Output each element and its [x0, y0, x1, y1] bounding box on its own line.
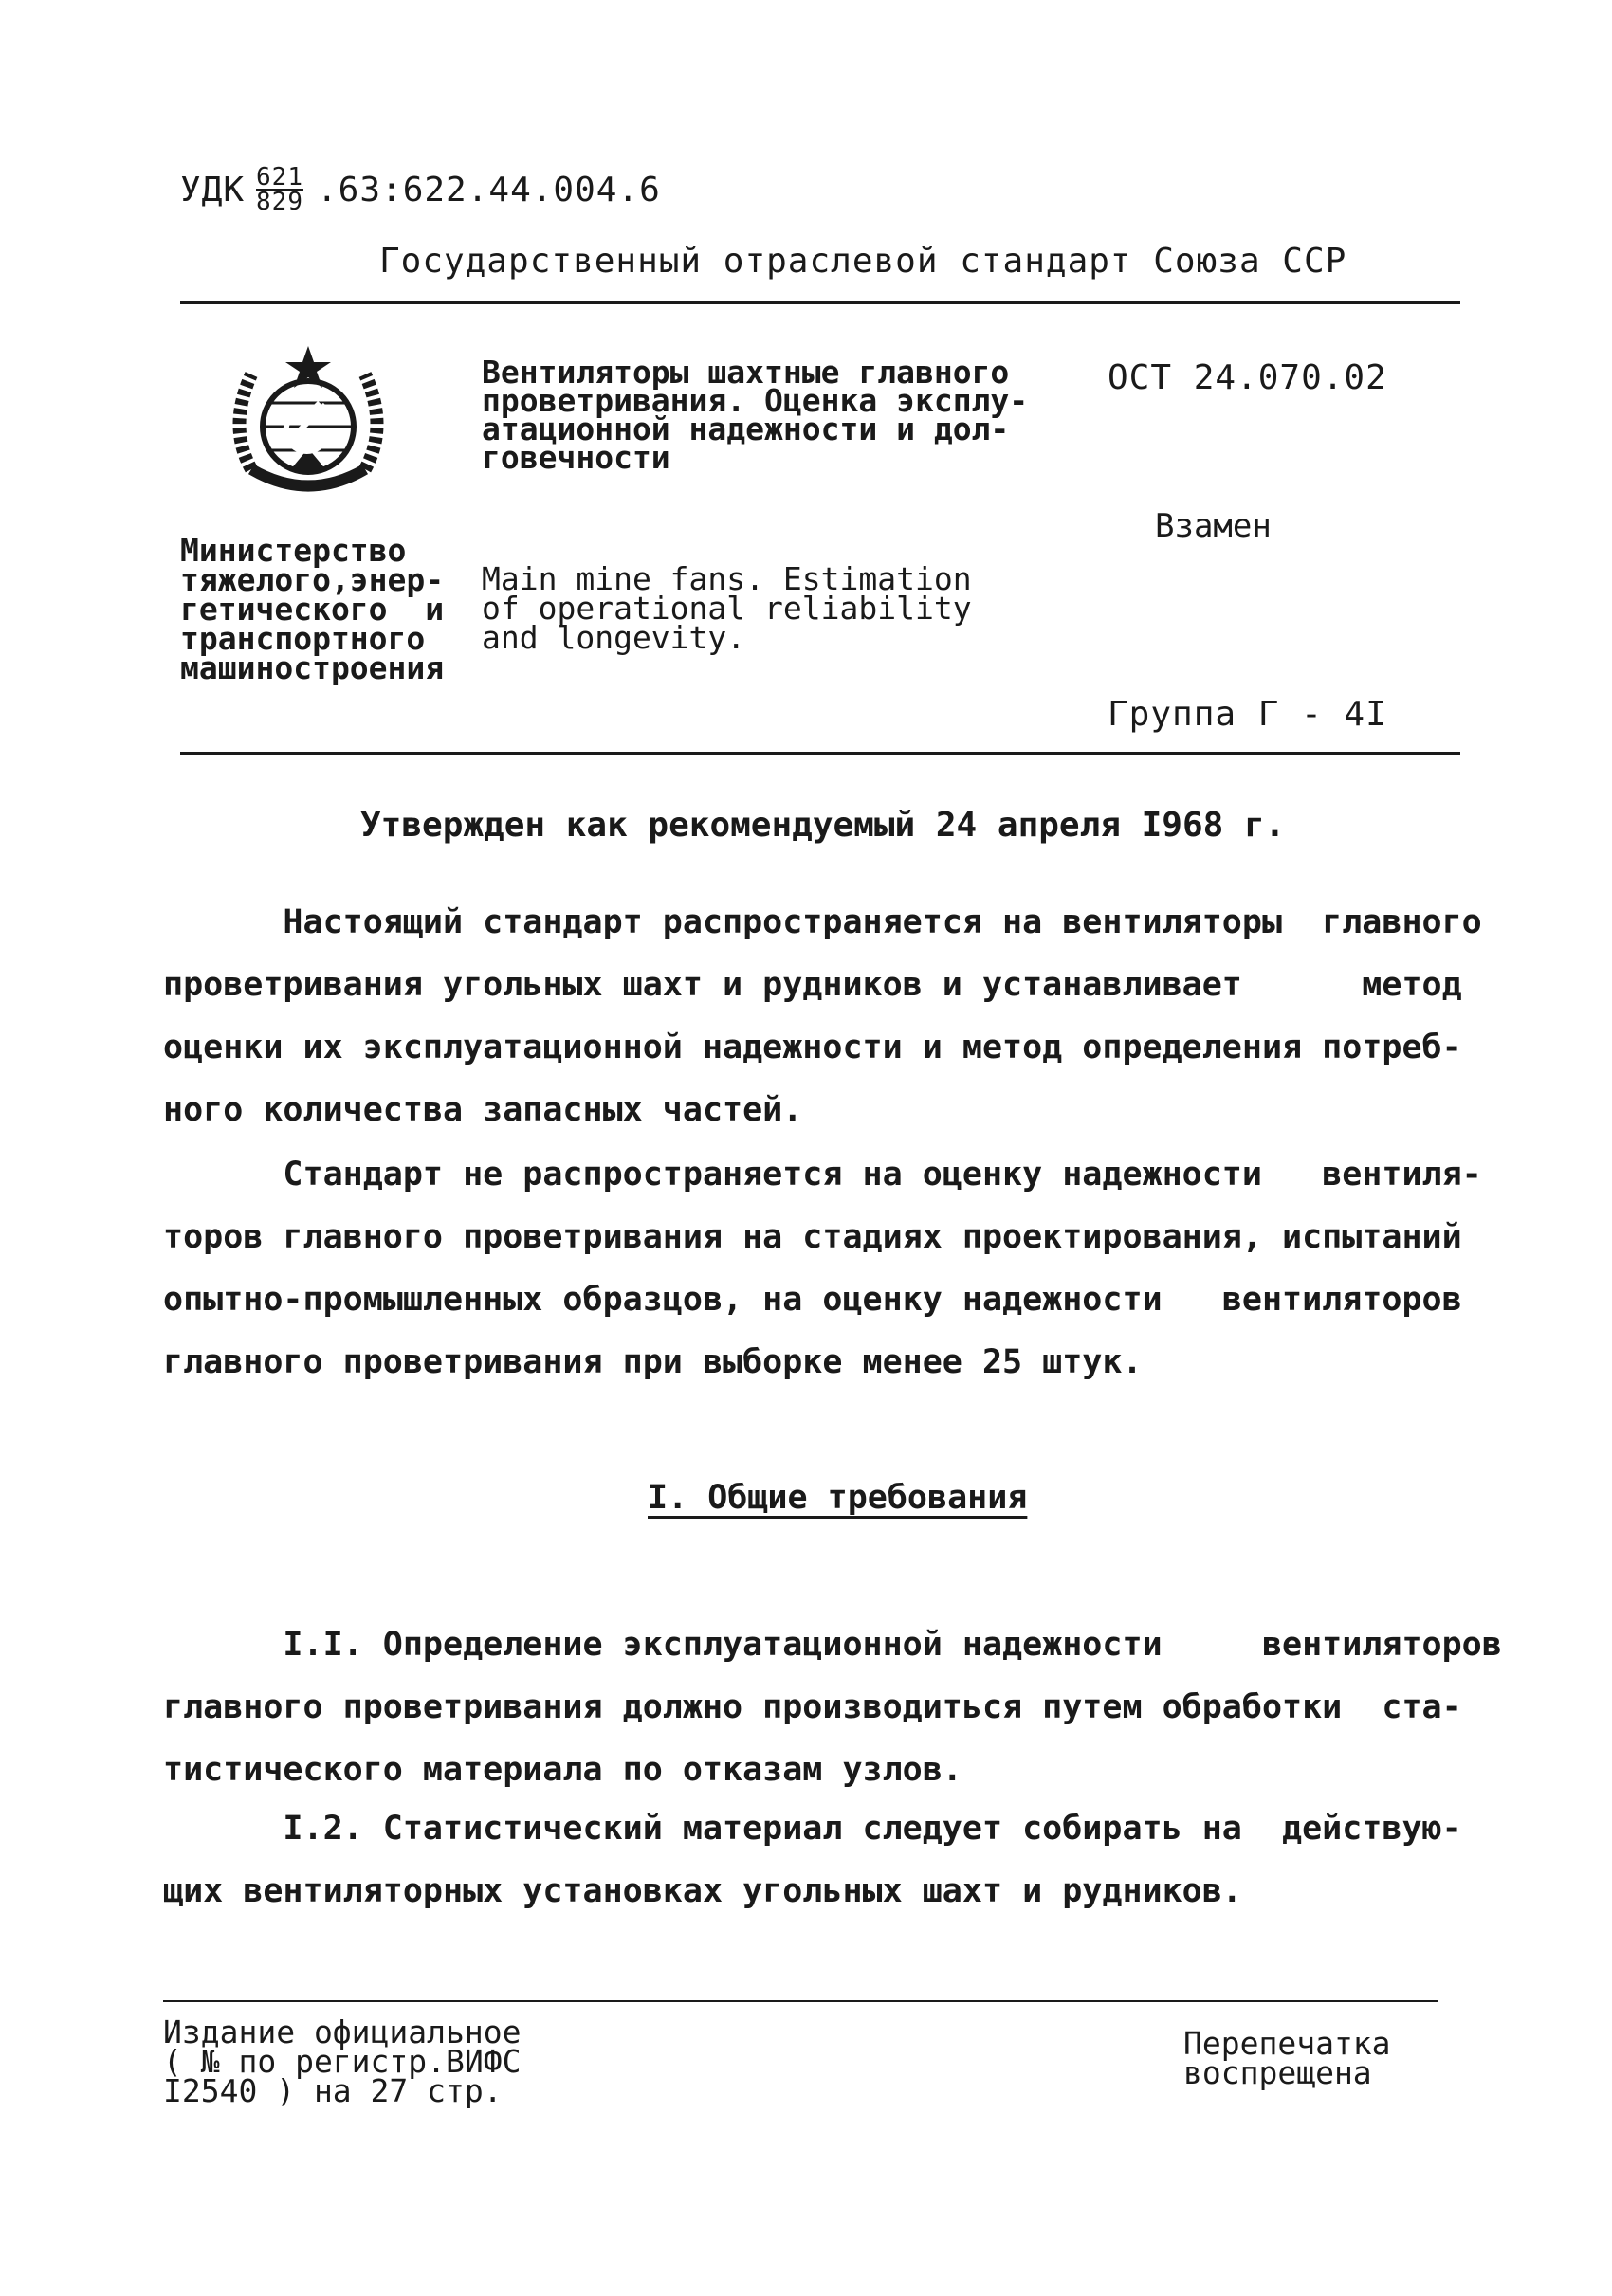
footer-rule — [163, 2000, 1438, 2002]
udk-fraction — [256, 163, 303, 216]
udk-line — [180, 163, 661, 216]
reprint-notice: Перепечатка воспрещена — [1183, 2025, 1391, 2091]
udk-code: .63:622.44.004.6 — [317, 170, 661, 210]
header-bottom-rule — [180, 752, 1460, 755]
section-item-1-1: I.I. Определение эксплуатационной надежности вентиляторов главного проветривания должно производиться путем обработки ста- тистического материала по отказам узлов. — [163, 1626, 1502, 1789]
header-top-rule — [180, 301, 1460, 304]
replaces-label: Взамен — [1155, 507, 1272, 545]
section-title: I. Общие требования — [648, 1479, 1028, 1517]
udk-fraction-bottom: 829 — [256, 188, 303, 216]
group-code: Группа Г - 4I — [1108, 695, 1387, 734]
paragraph-exclusions: Стандарт не распространяется на оценку надежности вентиля- торов главного проветривания на стадиях проектирования, испытаний опытно-промышленных образцов, на оценку надежности вентиляторов главного проветривания при выборке менее 25 штук. — [163, 1156, 1482, 1381]
approval-line: Утвержден как рекомендуемый 24 апреля I968 г. — [360, 806, 1286, 845]
document-title-english: Main mine fans. Estimation of operational reliability and longevity. — [482, 560, 972, 656]
document-title-russian: Вентиляторы шахтные главного проветривания. Оценка эксплу- атационной надежности и дол- говечности — [482, 354, 1029, 476]
udk-fraction-top: 621 — [256, 163, 303, 191]
paragraph-scope: Настоящий стандарт распространяется на вентиляторы главного проветривания угольных шахт и рудников и устанавливает метод оценки их эксплуатационной надежности и метод определения потреб- ного количества запасных частей. — [163, 903, 1482, 1129]
ost-code: ОСТ 24.070.02 — [1108, 358, 1387, 397]
udk-prefix: УДК — [180, 170, 246, 210]
ministry-name: Министерство тяжелого,энер- гетического и транспортного машиностроения — [180, 532, 445, 686]
section-item-1-2: I.2. Статистический материал следует собирать на действую- щих вентиляторных установках угольных шахт и рудников. — [163, 1810, 1462, 1910]
standard-organization: Государственный отраслевой стандарт Союза ССР — [379, 242, 1347, 281]
edition-info: Издание официальное ( № по регистр.ВИФС I2540 ) на 27 стр. — [163, 2014, 522, 2109]
ussr-coat-of-arms-icon — [223, 337, 394, 507]
